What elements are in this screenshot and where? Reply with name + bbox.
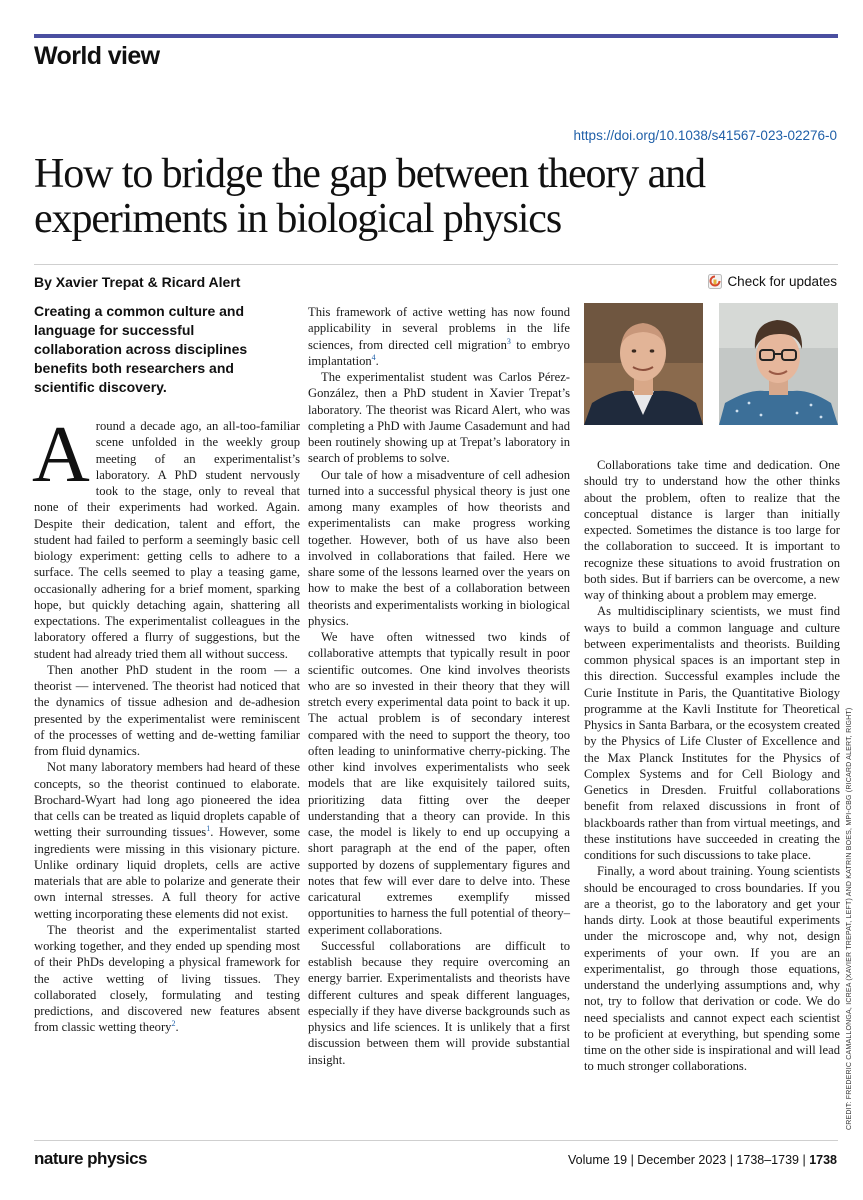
paragraph: Finally, a word about training. Young scientists should be encouraged to cross boundaries. If you are a theorist, go to the laboratory and get your hands dirty. Look at those beautiful experiments under the microscope and, why not, design experiments of your own. If you are an experimentalist, go through those equations, understand the underlying assumptions and, why not, try to follow that derivation or code. We do need specialists and cannot expect each scientist to be proficient at everything, but spending some time on the other side is inspirational and will lead to much stronger collaborations. bbox=[584, 864, 840, 1074]
footer-rule bbox=[34, 1140, 838, 1141]
page-number: 1738 bbox=[809, 1153, 837, 1167]
footer-info bbox=[568, 1153, 837, 1167]
reference-link[interactable]: 3 bbox=[506, 336, 511, 346]
article-column-1 bbox=[32, 411, 300, 1036]
paragraph: Successful collaborations are difficult to establish because they require overcoming an energy barrier. Experimentalists and theorists have different cultures and speak different languages, especially if they have diverse backgrounds such as physics and life sciences. It is unlikely that a first discussion between them will provide substantial insight. bbox=[308, 938, 570, 1067]
article-column-3 bbox=[584, 457, 840, 1075]
paragraph: As multidisciplinary scientists, we must find ways to build a common language and culture between experimentalists and theorists. Building common physical spaces is an important step in this direction. Successful examples include the Curie Institute in Paris, the Quantitative Biology programme at the Kavli Institute for Theoretical Physics in Santa Barbara, or the ecosystem created by the Physics of Life Cluster of Excellence and the Max Planck Institutes for the Physics of Complex Systems and for Cell Biology and Genetics in Dresden. Fruitful collaborations benefit from relaxed discussions in front of blackboards rather than from virtual meetings, and these institutions have succeeded in creating the conditions for such discussions to take place. bbox=[584, 604, 840, 862]
author-photos bbox=[584, 303, 838, 425]
paragraph-text: The theorist and the experimentalist started working together, and they ended up spending most of their PhDs developing a physical framework for the active wetting of living tissues. They collaborated closely, formulating and testing predictions, and discovered new features absent from classic wetting theory bbox=[34, 922, 300, 1035]
section-label: World view bbox=[34, 42, 160, 70]
header-rule bbox=[34, 34, 838, 38]
reference-link[interactable]: 1 bbox=[206, 824, 211, 834]
title-rule bbox=[34, 264, 838, 265]
paragraph-text: This framework of active wetting has now found applicability in several problems in the life sciences, from directed cell migration bbox=[308, 305, 570, 352]
paragraph: Collaborations take time and dedication. One should try to understand how the other thinks about the problem, often to realize that the conceptual distance is larger than initially expected. Sometimes the distance is too large for the collaboration to succeed. It is important to recognize these situations to avoid frustration on both sides. But if barriers can be overcome, a new way of thinking about a problem may emerge. bbox=[584, 458, 840, 602]
paragraph-text: . bbox=[175, 1020, 179, 1035]
paragraph: Then another PhD student in the room — a theorist — intervened. The theorist had noticed that the dynamics of tissue adhesion and de-adhesion presented by the experimentalist were reminiscent of the processes of wetting and de-wetting familiar from fluid dynamics. bbox=[34, 662, 300, 758]
check-updates-icon bbox=[708, 274, 722, 289]
paragraph: The experimentalist student was Carlos Pérez-González, then a PhD student in Xavier Trepat’s laboratory. The theorist was Ricard Alert, who was completing a PhD with Jaume Casademunt and had been routinely showing up at Trepat’s laboratory in search of problems to solve. bbox=[308, 370, 570, 466]
check-for-updates-button[interactable] bbox=[708, 274, 837, 289]
reference-link[interactable]: 4 bbox=[371, 352, 376, 362]
paragraph: Our tale of how a misadventure of cell adhesion turned into a successful physical theory is just one among many examples of how theorists and experimentalists can make progress working together. However, both of us have also been involved in collaborations that failed. Here we share some of the lessons learned over the years on how to make the best of a collaboration between theorists and experimentalists working in biological physics. bbox=[308, 467, 570, 628]
paragraph-text: Not many laboratory members had heard of these concepts, so the theorist continued to elaborate. Brochard-Wyart had long ago pioneered the idea that cells can be treated as liquid droplets capable of wetting their surrounding tissues bbox=[34, 760, 300, 840]
paragraph bbox=[32, 411, 300, 662]
paragraph bbox=[34, 759, 300, 922]
standfirst: Creating a common culture and language for successful collaboration across disciplines benefits both researchers and scientific discovery. bbox=[34, 303, 248, 395]
paragraph bbox=[308, 304, 570, 369]
paragraph-text: . bbox=[375, 353, 379, 368]
article-column-2 bbox=[308, 304, 570, 1068]
paragraph-text: to embryo implantation bbox=[308, 337, 570, 368]
paragraph: We have often witnessed two kinds of collaborative attempts that typically result in poor scientific outcomes. One kind involves theorists who are so invested in their theory that they will stretch every experimental data point to back it up. The actual problem is of secondary interest compared with the need to support the theory, too often leading to uninformative cherry-picking. The other kind involves experimentalists who seek models that are like exquisitely tailored suits, prioritizing data fitting over the deeper understanding that a theory can provide. In this case, the model is likely to end up occupying a short paragraph at the end of the paper, often supported by dozens of supplementary figures and notes that few will ever dare to delve into. These caricatural extremes exemplify missed opportunities to harness the full potential of theory–experiment collaborations. bbox=[308, 630, 570, 937]
check-updates-label: Check for updates bbox=[727, 274, 837, 289]
author-photo-alert bbox=[719, 303, 838, 425]
volume-info: Volume 19 | December 2023 | 1738–1739 | bbox=[568, 1153, 810, 1167]
article-title: How to bridge the gap between theory and experiments in biological physics bbox=[34, 151, 705, 242]
byline: By Xavier Trepat & Ricard Alert bbox=[34, 274, 241, 290]
journal-logo: nature physics bbox=[34, 1149, 147, 1168]
paragraph-text: . However, some ingredients were missing in this visionary picture. Unlike ordinary liquid droplets, cells are active materials that are able to polarize and generate their own internal stresses. A full theory for active wetting incorporating these elements did not exist. bbox=[34, 825, 300, 921]
reference-link[interactable]: 2 bbox=[171, 1019, 176, 1029]
author-photo-trepat bbox=[584, 303, 703, 425]
drop-cap: A bbox=[32, 411, 90, 499]
paragraph bbox=[34, 922, 300, 1036]
photo-credit: CREDIT: FREDERIC CAMALLONGA, ICREA (XAVIER TREPAT, LEFT) AND KATRIN BOES, MPI-CBG (RICARD ALERT, RIGHT) bbox=[846, 707, 853, 1130]
doi-link[interactable]: https://doi.org/10.1038/s41567-023-02276-0 bbox=[573, 128, 837, 143]
paragraph-text: round a decade ago, an all-too-familiar scene unfolded in the weekly group meeting of an experimentalist’s laboratory. A PhD student nervously took to the stage, only to reveal that none of their experiments had worked. Again. Despite their dedication, talent and effort, the student had failed to perform a seemingly basic cell biology experiment: getting cells to adhere to a surface. The cells seemed to play a teasing game, occasionally adhering for a brief moment, sparking hope, but quickly detaching again, shattering all expectations. The experimentalist colleagues in the laboratory offered a flurry of suggestions, but the student had already tried them all without success. bbox=[34, 419, 300, 661]
